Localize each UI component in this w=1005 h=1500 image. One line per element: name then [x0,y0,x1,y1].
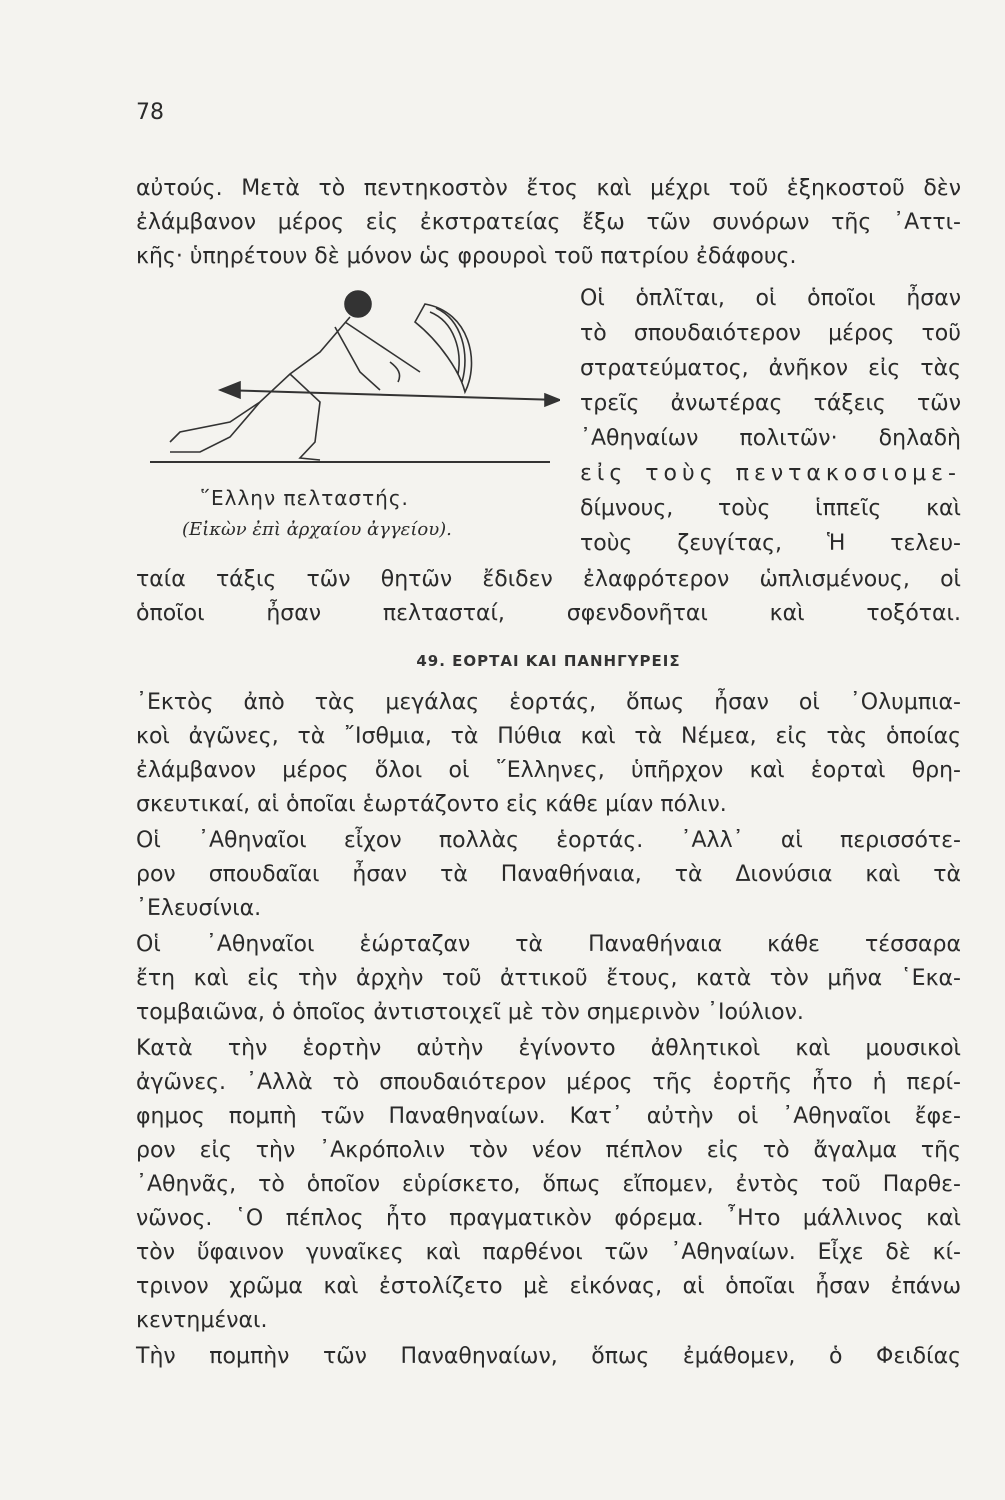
text-line: ᾿Εκτὸς ἀπὸ τὰς μεγάλας ἑορτάς, ὅπως ἦσαν οἱ ᾿Ολυμπια- [136,690,961,715]
figure-source: (Εἰκὼν ἐπὶ ἀρχαίου ἀγγείου). [182,519,452,540]
text-line: Οἱ ᾿Αθηναῖοι εἶχον πολλὰς ἑορτάς. ᾿Αλλ᾿ αἱ περισσότε- [136,828,961,853]
text-line: ρον εἰς τὴν ᾿Ακρόπολιν τὸν νέον πέπλον εἰς τὸ ἄγαλμα τῆς [136,1138,961,1163]
text-line: τὸν ὕφαινον γυναῖκες καὶ παρθένοι τῶν ᾿Αθηναίων. Εἶχε δὲ κί- [136,1240,961,1265]
text-line: ᾿Αθηνᾶς, τὸ ὁποῖον εὑρίσκετο, ὅπως εἴπομεν, ἐντὸς τοῦ Παρθε- [136,1172,961,1197]
text-line: τρεῖς ἀνωτέρας τάξεις τῶν [580,391,961,416]
text-line: Οἱ ὁπλῖται, οἱ ὁποῖοι ἦσαν [580,286,961,311]
text-line: ὁποῖοι ἦσαν πελτασταί, σφενδονῆται καὶ τοξόται. [136,601,961,626]
text-line: τομβαιῶνα, ὁ ὁποῖος ἀντιστοιχεῖ μὲ τὸν σημερινὸν ᾿Ιούλιον. [136,1000,804,1025]
text-line: ἐλάμβανον μέρος εἰς ἐκστρατείας ἔξω τῶν συνόρων τῆς ᾿Αττι- [136,210,961,235]
text-line: ἀγῶνες. ᾿Αλλὰ τὸ σπουδαιότερον μέρος τῆς ἑορτῆς ἦτο ἡ περί- [136,1070,961,1095]
text-line: αὐτούς. Μετὰ τὸ πεντηκοστὸν ἔτος καὶ μέχρι τοῦ ἑξηκοστοῦ δὲν [136,176,961,201]
text-line: κῆς· ὑπηρέτουν δὲ μόνον ὡς φρουροὶ τοῦ πατρίου ἐδάφους. [136,244,797,269]
text-line: Οἱ ᾿Αθηναῖοι ἑώρταζαν τὰ Παναθήναια κάθε τέσσαρα [136,932,961,957]
text-line: τὸ σπουδαιότερον μέρος τοῦ [580,321,961,346]
text-line: φημος πομπὴ τῶν Παναθηναίων. Κατ᾿ αὐτὴν οἱ ᾿Αθηναῖοι ἔφε- [136,1104,961,1129]
text-line: νῶνος. ῾Ο πέπλος ἦτο πραγματικὸν φόρεμα. ῏Ητο μάλλινος καὶ [136,1206,961,1231]
text-line: ταία τάξις τῶν θητῶν ἔδιδεν ἐλαφρότερον ὡπλισμένους, οἱ [136,567,961,592]
text-line: κεντημέναι. [136,1308,268,1333]
text-line: κοὶ ἀγῶνες, τὰ ῎Ισθμια, τὰ Πύθια καὶ τὰ Νέμεα, εἰς τὰς ὁποίας [136,724,961,749]
text-line: Τὴν πομπὴν τῶν Παναθηναίων, ὅπως ἐμάθομεν, ὁ Φειδίας [136,1344,961,1369]
text-line: εἰς τοὺς πεντακοσιομε- [580,461,961,486]
text-line: δίμνους, τοὺς ἱππεῖς καὶ [580,496,961,521]
text-line: ἔτη καὶ εἰς τὴν ἀρχὴν τοῦ ἀττικοῦ ἔτους, κατὰ τὸν μῆνα ῾Εκα- [136,966,961,991]
text-line: τρινον χρῶμα καὶ ἐστολίζετο μὲ εἰκόνας, αἱ ὁποῖαι ἦσαν ἐπάνω [136,1274,961,1299]
hoplite-illustration [140,282,560,477]
page-number: 78 [136,100,164,125]
text-line: τοὺς ζευγίτας, Ἡ τελευ- [580,531,961,556]
figure-caption: ῞Ελλην πελταστής. [200,486,409,510]
text-line: ἐλάμβανον μέρος ὅλοι οἱ ῞Ελληνες, ὑπῆρχον καὶ ἑορταὶ θρη- [136,758,961,783]
section-heading: 49. ΕΟΡΤΑΙ ΚΑΙ ΠΑΝΗΓΥΡΕΙΣ [416,652,681,670]
text-line: στρατεύματος, ἀνῆκον εἰς τὰς [580,356,961,381]
text-line: ᾿Ελευσίνια. [136,896,262,921]
text-line: ᾿Αθηναίων πολιτῶν· δηλαδὴ [580,426,961,451]
text-line: Κατὰ τὴν ἑορτὴν αὐτὴν ἐγίνοντο ἀθλητικοὶ καὶ μουσικοὶ [136,1036,961,1061]
text-line: σκευτικαί, αἱ ὁποῖαι ἑωρτάζοντο εἰς κάθε μίαν πόλιν. [136,792,727,817]
text-line: ρον σπουδαῖαι ἦσαν τὰ Παναθήναια, τὰ Διονύσια καὶ τὰ [136,862,961,887]
